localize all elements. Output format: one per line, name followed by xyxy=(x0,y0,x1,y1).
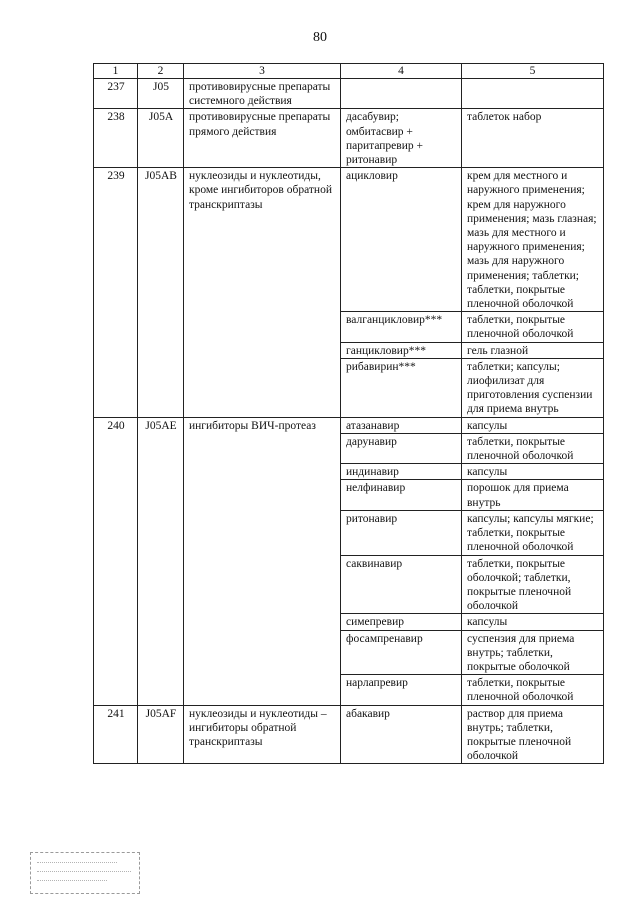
atc-code-cell: J05AB xyxy=(138,168,184,417)
atc-group-name-cell: противовирусные препараты системного действия xyxy=(184,79,341,109)
table-row xyxy=(94,168,604,312)
dosage-form-cell: таблетки; капсулы; лиофилизат для приготовления суспензии для приема внутрь xyxy=(462,358,604,417)
drug-name-cell: фосампренавир xyxy=(341,630,462,675)
dosage-form-cell: раствор для приема внутрь; таблетки, покрытые пленочной оболочкой xyxy=(462,705,604,764)
column-number-5: 5 xyxy=(462,64,604,79)
column-number-2: 2 xyxy=(138,64,184,79)
row-number-cell: 240 xyxy=(94,417,138,705)
drug-name-cell: ганцикловир*** xyxy=(341,342,462,358)
dosage-form-cell: капсулы xyxy=(462,464,604,480)
drug-name-cell: дарунавир xyxy=(341,433,462,463)
atc-code-cell: J05AF xyxy=(138,705,184,764)
table-row xyxy=(94,79,604,109)
drug-name-cell: ацикловир xyxy=(341,168,462,312)
drug-name-cell: ритонавир xyxy=(341,510,462,555)
column-number-4: 4 xyxy=(341,64,462,79)
dosage-form-cell: капсулы xyxy=(462,614,604,630)
drug-name-cell: индинавир xyxy=(341,464,462,480)
row-number-cell: 239 xyxy=(94,168,138,417)
row-number-cell: 237 xyxy=(94,79,138,109)
drug-name-cell: рибавирин*** xyxy=(341,358,462,417)
table-row xyxy=(94,109,604,168)
dosage-form-cell: гель глазной xyxy=(462,342,604,358)
dosage-form-cell: суспензия для приема внутрь; таблетки, покрытые оболочкой xyxy=(462,630,604,675)
atc-code-cell: J05AE xyxy=(138,417,184,705)
dosage-form-cell: порошок для приема внутрь xyxy=(462,480,604,510)
drug-name-cell xyxy=(341,79,462,109)
dosage-form-cell: таблетки, покрытые пленочной оболочкой xyxy=(462,675,604,705)
drug-list-table xyxy=(93,63,604,764)
drug-name-cell: симепревир xyxy=(341,614,462,630)
drug-name-cell: саквинавир xyxy=(341,555,462,614)
column-number-row xyxy=(94,64,604,79)
atc-group-name-cell: ингибиторы ВИЧ-протеаз xyxy=(184,417,341,705)
row-number-cell: 238 xyxy=(94,109,138,168)
dosage-form-cell xyxy=(462,79,604,109)
dosage-form-cell: капсулы xyxy=(462,417,604,433)
drug-name-cell: абакавир xyxy=(341,705,462,764)
dosage-form-cell: таблетки, покрытые пленочной оболочкой xyxy=(462,433,604,463)
dosage-form-cell: таблетки, покрытые оболочкой; таблетки, покрытые пленочной оболочкой xyxy=(462,555,604,614)
table-row xyxy=(94,417,604,433)
atc-code-cell: J05A xyxy=(138,109,184,168)
drug-name-cell: атазанавир xyxy=(341,417,462,433)
dosage-form-cell: крем для местного и наружного применения; крем для наружного применения; мазь глазная; мазь для местного и наружного применения; мазь для наружного применения; таблетки; таблетки, покрытые пленочной оболочкой xyxy=(462,168,604,312)
dosage-form-cell: таблеток набор xyxy=(462,109,604,168)
column-number-3: 3 xyxy=(184,64,341,79)
dosage-form-cell: капсулы; капсулы мягкие; таблетки, покрытые пленочной оболочкой xyxy=(462,510,604,555)
page-number: 80 xyxy=(313,30,327,45)
drug-name-cell: нелфинавир xyxy=(341,480,462,510)
table-body xyxy=(94,79,604,764)
table-row xyxy=(94,705,604,764)
row-number-cell: 241 xyxy=(94,705,138,764)
dosage-form-cell: таблетки, покрытые пленочной оболочкой xyxy=(462,312,604,342)
column-number-1: 1 xyxy=(94,64,138,79)
atc-group-name-cell: нуклеозиды и нуклеотиды – ингибиторы обратной транскриптазы xyxy=(184,705,341,764)
drug-name-cell: нарлапревир xyxy=(341,675,462,705)
atc-group-name-cell: нуклеозиды и нуклеотиды, кроме ингибиторов обратной транскриптазы xyxy=(184,168,341,417)
drug-name-cell: валганцикловир*** xyxy=(341,312,462,342)
atc-group-name-cell: противовирусные препараты прямого действия xyxy=(184,109,341,168)
registration-stamp xyxy=(30,852,140,894)
drug-name-cell: дасабувир; омбитасвир + паритапревир + ритонавир xyxy=(341,109,462,168)
atc-code-cell: J05 xyxy=(138,79,184,109)
